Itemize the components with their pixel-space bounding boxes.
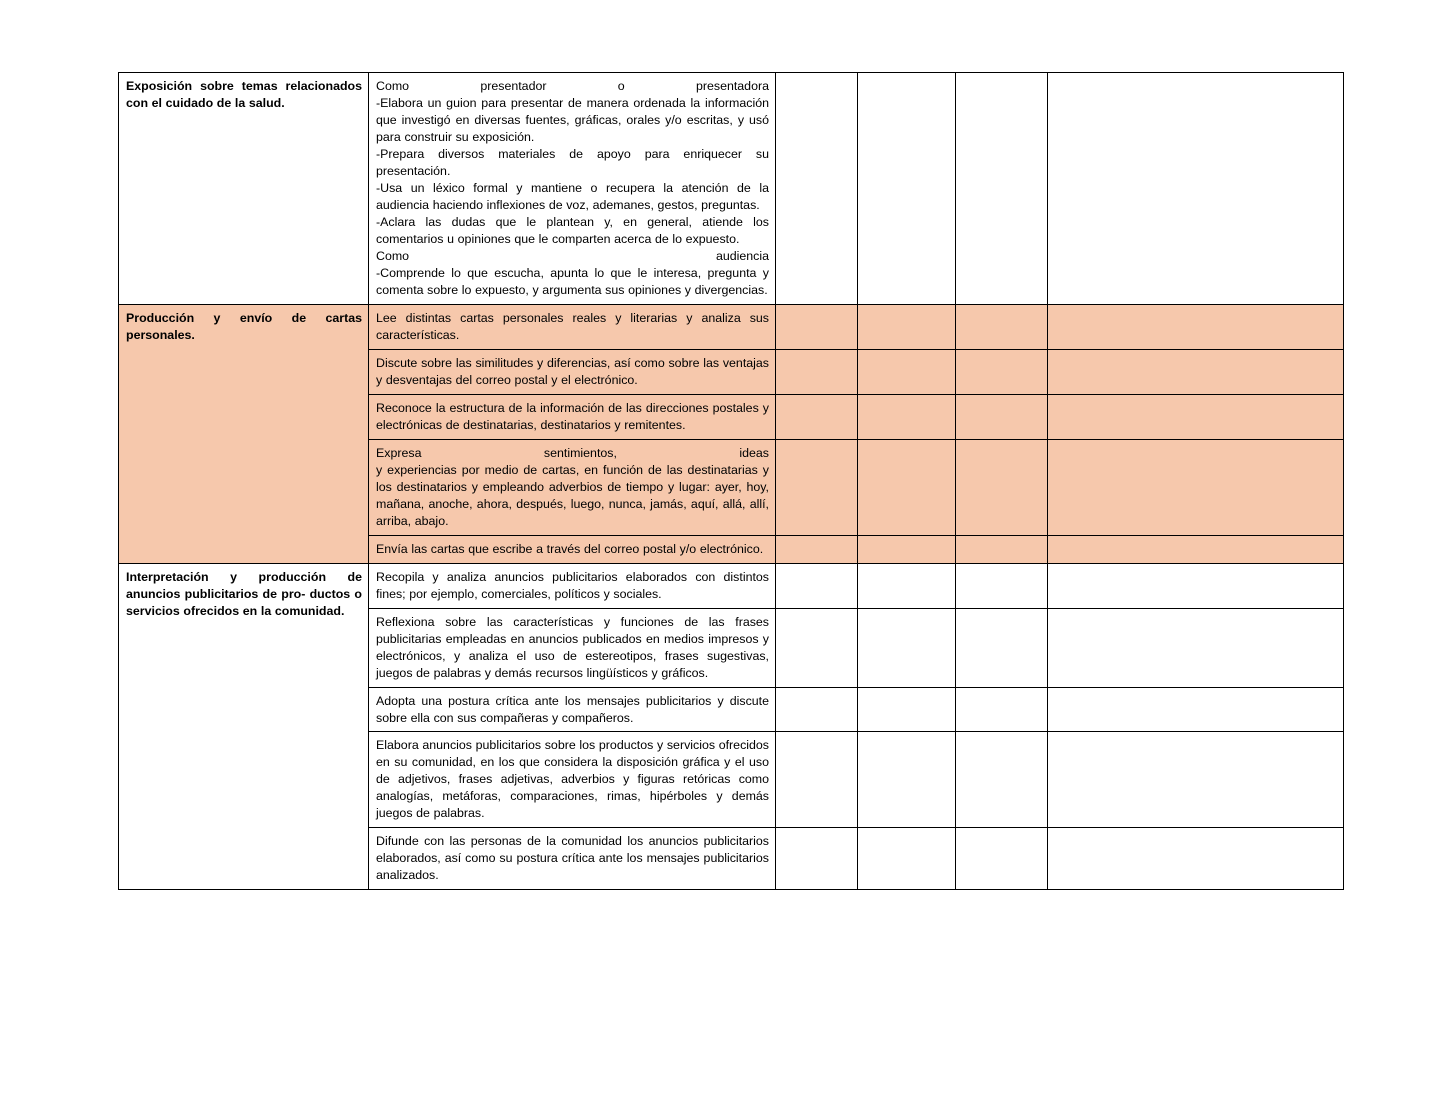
indicator-paragraph: -Elabora un guion para presentar de manera ordenada la información que investigó en diversas fuentes, gráficas, orales y/o escritas, y usó para construir su exposición. [376, 95, 769, 144]
table-row [119, 304, 1344, 349]
level-2-mark-cell[interactable] [858, 73, 956, 305]
indicator-paragraph: -Usa un léxico formal y mantiene o recupera la atención de la audiencia haciendo inflexiones de voz, ademanes, gestos, preguntas. [376, 180, 769, 212]
indicator-paragraph: Expresa sentimientos, ideas [376, 445, 769, 460]
indicator-cell [369, 73, 776, 305]
indicator-cell [369, 439, 776, 535]
observations-cell[interactable] [1048, 394, 1344, 439]
learning-expectation-text: Exposición sobre temas relacionados con el cuidado de la salud. [126, 79, 362, 110]
indicator-paragraph: Como audiencia [376, 248, 769, 263]
level-3-mark-cell[interactable] [956, 394, 1048, 439]
level-1-mark-cell[interactable] [776, 349, 858, 394]
level-2-mark-cell[interactable] [858, 304, 956, 349]
observations-cell[interactable] [1048, 828, 1344, 890]
indicator-paragraph: Difunde con las personas de la comunidad los anuncios publicitarios elaborados, así como su postura crítica ante los mensajes publicitarios analizados. [376, 834, 769, 883]
level-3-mark-cell[interactable] [956, 687, 1048, 732]
learning-expectation-cell [119, 304, 369, 563]
observations-cell[interactable] [1048, 563, 1344, 608]
indicator-cell [369, 608, 776, 687]
indicator-cell [369, 349, 776, 394]
level-1-mark-cell[interactable] [776, 828, 858, 890]
observations-cell[interactable] [1048, 608, 1344, 687]
level-1-mark-cell[interactable] [776, 394, 858, 439]
level-2-mark-cell[interactable] [858, 608, 956, 687]
level-3-mark-cell[interactable] [956, 535, 1048, 563]
level-2-mark-cell[interactable] [858, 394, 956, 439]
level-1-mark-cell[interactable] [776, 687, 858, 732]
observations-cell[interactable] [1048, 535, 1344, 563]
indicator-cell [369, 304, 776, 349]
level-1-mark-cell[interactable] [776, 732, 858, 828]
indicator-paragraph: -Aclara las dudas que le plantean y, en general, atiende los comentarios u opiniones que le comparten acerca de lo expuesto. [376, 214, 769, 246]
indicator-paragraph: -Prepara diversos materiales de apoyo para enriquecer su presentación. [376, 146, 769, 178]
observations-cell[interactable] [1048, 73, 1344, 305]
indicator-paragraph: Reconoce la estructura de la información de las direcciones postales y electrónicas de destinatarias, destinatarios y remitentes. [376, 400, 769, 432]
level-1-mark-cell[interactable] [776, 535, 858, 563]
indicator-cell [369, 535, 776, 563]
observations-cell[interactable] [1048, 439, 1344, 535]
observations-cell[interactable] [1048, 732, 1344, 828]
indicator-cell [369, 732, 776, 828]
observations-cell[interactable] [1048, 304, 1344, 349]
level-3-mark-cell[interactable] [956, 304, 1048, 349]
level-1-mark-cell[interactable] [776, 73, 858, 305]
indicator-cell [369, 687, 776, 732]
level-1-mark-cell[interactable] [776, 608, 858, 687]
level-2-mark-cell[interactable] [858, 828, 956, 890]
learning-expectation-text: Producción y envío de cartas personales. [126, 310, 362, 342]
learning-expectation-text: Interpretación y producción de anuncios publicitarios de pro- ductos o servicios ofrecidos en la comunidad. [126, 569, 362, 618]
indicator-paragraph: y experiencias por medio de cartas, en función de las destinatarias y los destinatarios y empleando adverbios de tiempo y lugar: ayer, hoy, mañana, anoche, ahora, después, luego, nunca, jamás, aquí, allá, allí, arriba, abajo. [376, 462, 769, 528]
indicator-paragraph: Discute sobre las similitudes y diferencias, así como sobre las ventajas y desventajas del correo postal y el electrónico. [376, 355, 769, 387]
table-body [119, 73, 1344, 890]
indicator-paragraph: Recopila y analiza anuncios publicitarios elaborados con distintos fines; por ejemplo, comerciales, políticos y sociales. [376, 569, 769, 601]
level-2-mark-cell[interactable] [858, 732, 956, 828]
level-2-mark-cell[interactable] [858, 439, 956, 535]
table-row [119, 73, 1344, 305]
level-2-mark-cell[interactable] [858, 535, 956, 563]
level-3-mark-cell[interactable] [956, 439, 1048, 535]
level-2-mark-cell[interactable] [858, 349, 956, 394]
indicator-paragraph: Elabora anuncios publicitarios sobre los productos y servicios ofrecidos en su comunidad, en los que considera la disposición gráfica y el uso de adjetivos, frases adjetivas, adverbios y figuras retóricas como analogías, metáforas, comparaciones, rimas, hipérboles y demás juegos de palabras. [376, 738, 769, 821]
indicator-paragraph: -Comprende lo que escucha, apunta lo que le interesa, pregunta y comenta sobre lo expuesto, y argumenta sus opiniones y divergencias. [376, 265, 769, 297]
level-3-mark-cell[interactable] [956, 349, 1048, 394]
level-3-mark-cell[interactable] [956, 608, 1048, 687]
table-row [119, 563, 1344, 608]
level-3-mark-cell[interactable] [956, 828, 1048, 890]
indicator-paragraph: Como presentador o presentadora [376, 79, 769, 93]
indicator-cell [369, 828, 776, 890]
learning-indicators-table [118, 72, 1344, 890]
indicator-paragraph: Reflexiona sobre las características y funciones de las frases publicitarias empleadas en anuncios publicados en medios impresos y electrónicos, y analiza el uso de estereotipos, frases sugestivas, juegos de palabras y demás recursos lingüísticos y gráficos. [376, 614, 769, 680]
level-2-mark-cell[interactable] [858, 687, 956, 732]
observations-cell[interactable] [1048, 349, 1344, 394]
observations-cell[interactable] [1048, 687, 1344, 732]
indicator-cell [369, 563, 776, 608]
learning-expectation-cell [119, 73, 369, 305]
level-3-mark-cell[interactable] [956, 732, 1048, 828]
indicator-cell [369, 394, 776, 439]
level-1-mark-cell[interactable] [776, 439, 858, 535]
learning-expectation-cell [119, 563, 369, 890]
level-2-mark-cell[interactable] [858, 563, 956, 608]
indicator-paragraph: Lee distintas cartas personales reales y literarias y analiza sus características. [376, 310, 769, 342]
level-3-mark-cell[interactable] [956, 563, 1048, 608]
indicator-paragraph: Adopta una postura crítica ante los mensajes publicitarios y discute sobre ella con sus compañeras y compañeros. [376, 693, 769, 725]
level-3-mark-cell[interactable] [956, 73, 1048, 305]
level-1-mark-cell[interactable] [776, 563, 858, 608]
level-1-mark-cell[interactable] [776, 304, 858, 349]
indicator-paragraph: Envía las cartas que escribe a través del correo postal y/o electrónico. [376, 541, 764, 556]
